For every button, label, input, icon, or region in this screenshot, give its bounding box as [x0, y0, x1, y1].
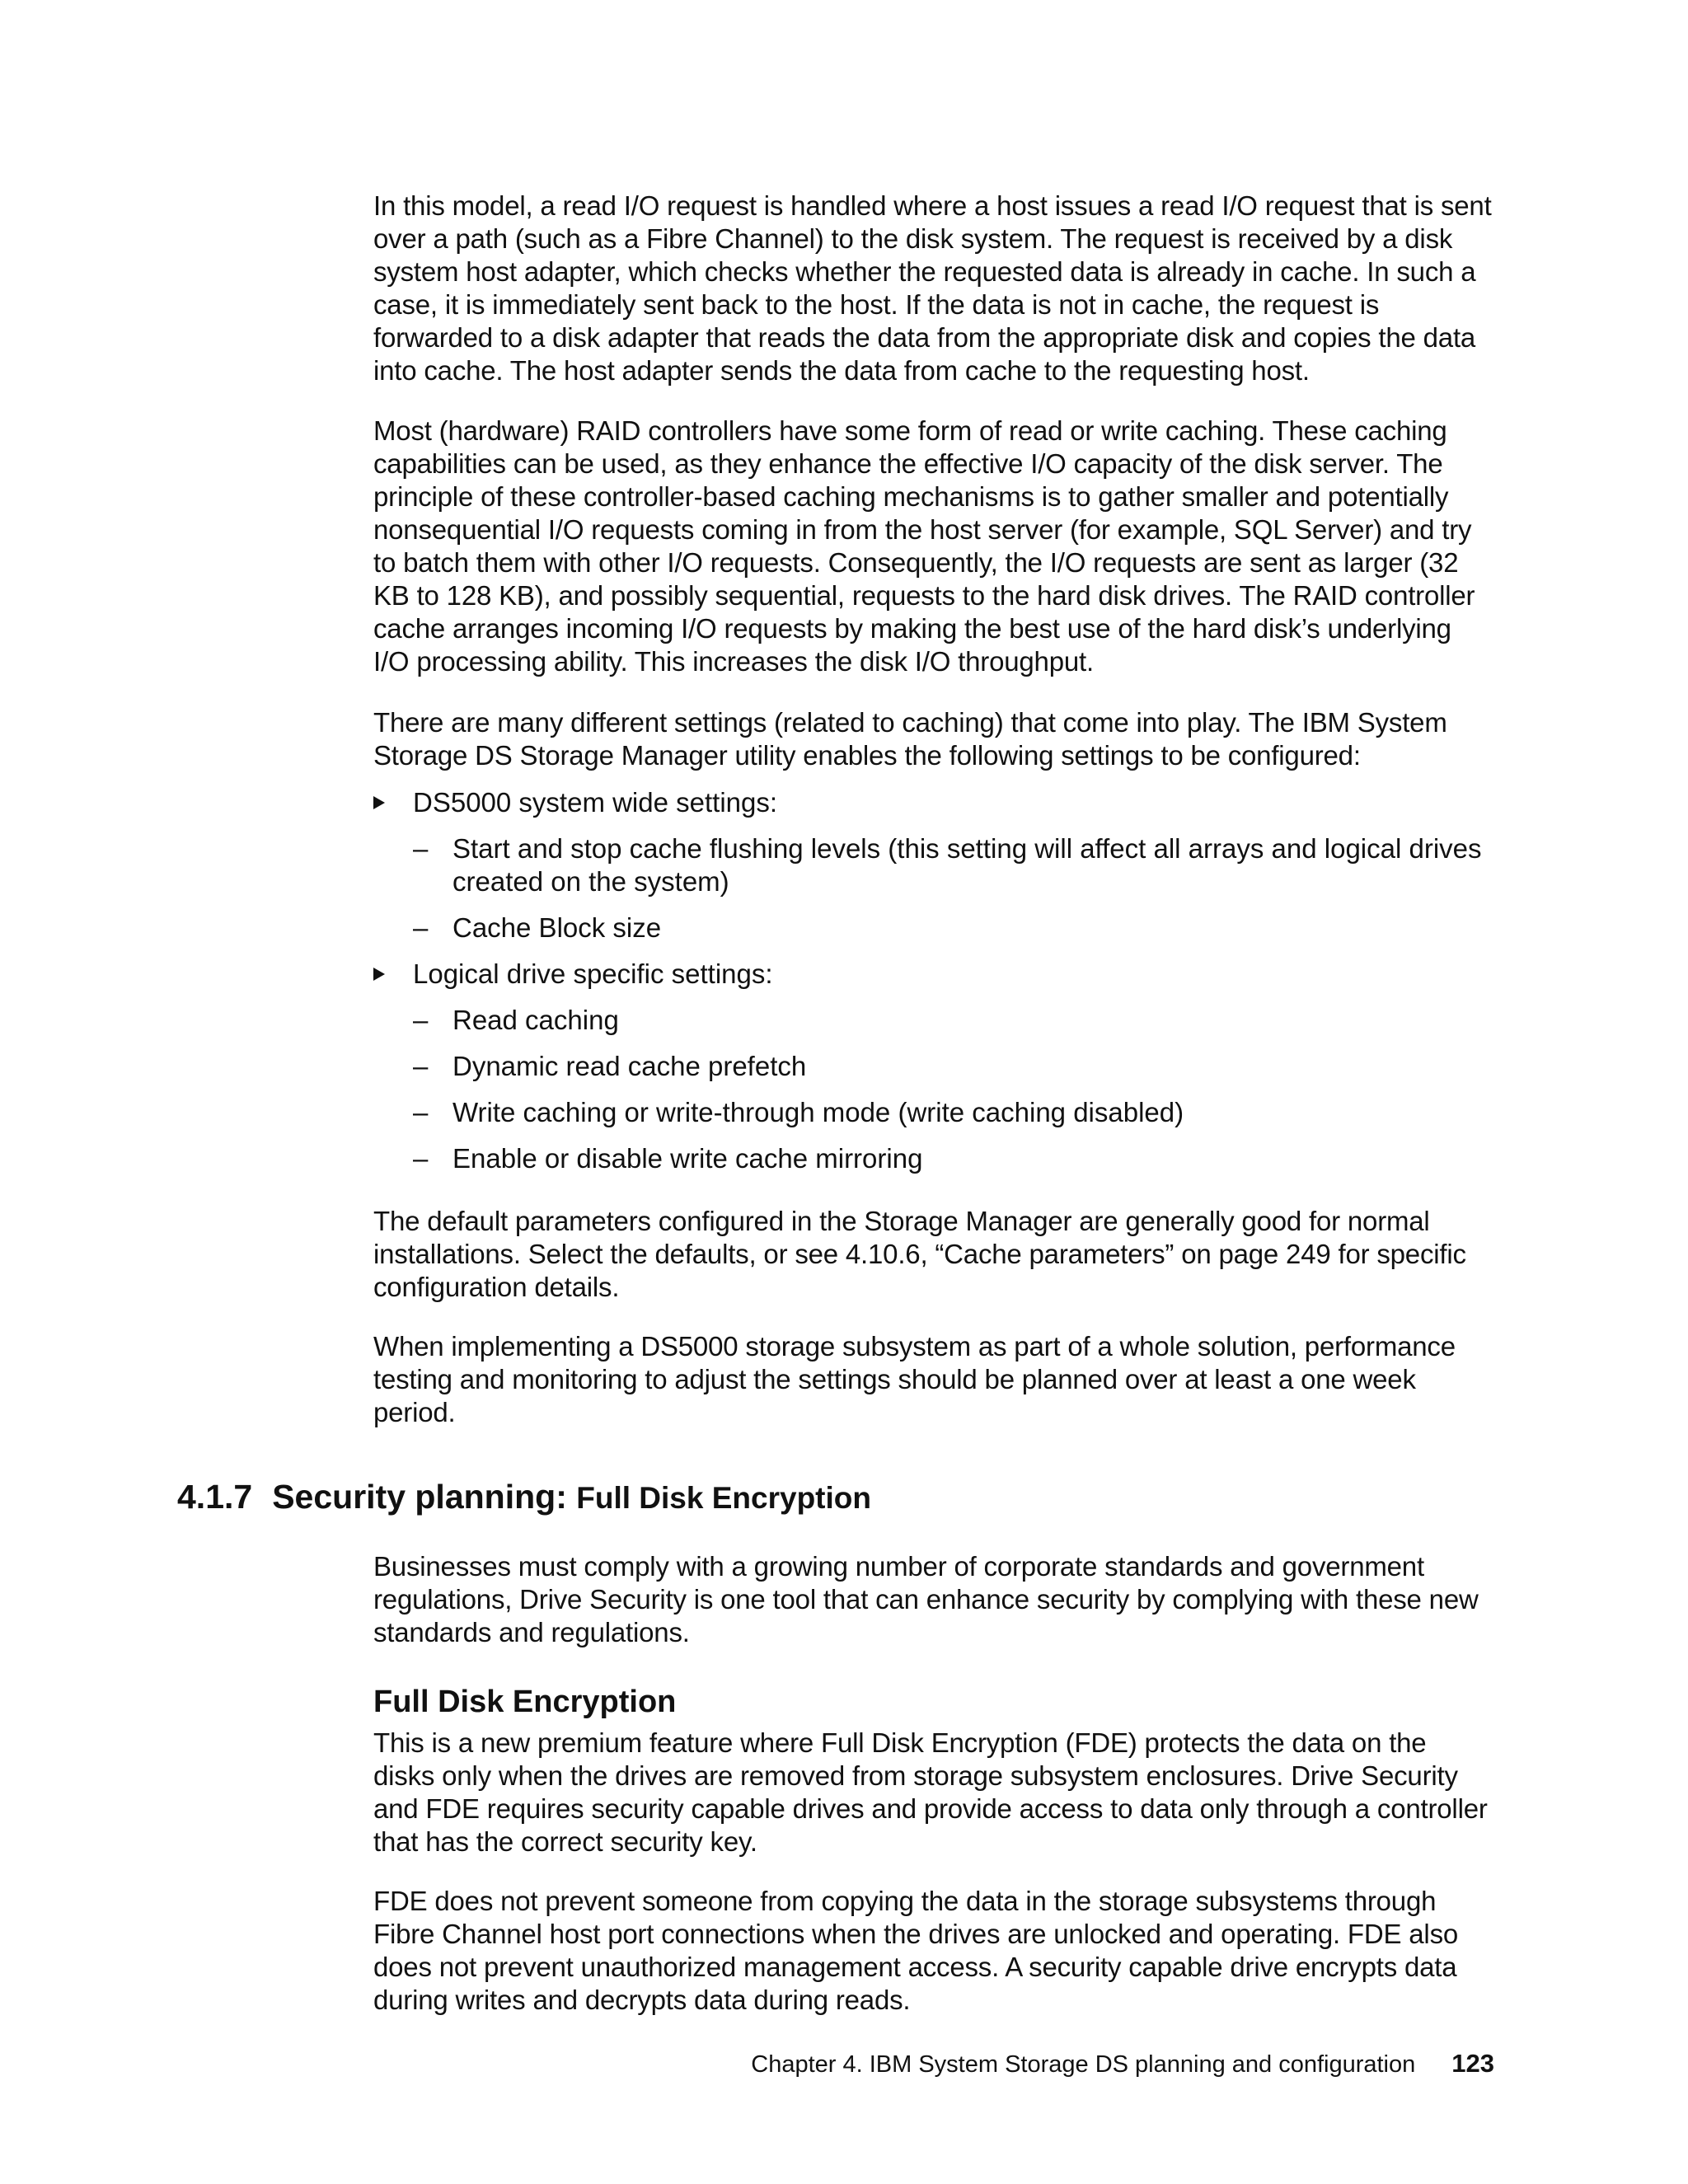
paragraph-implementation: When implementing a DS5000 storage subsystem as part of a whole solution, performance testing and monitoring to adjust the settings should be planned over at least a one week period. [373, 1331, 1456, 1427]
section-number: 4.1.7 [177, 1478, 253, 1516]
list-item-text: Read caching [452, 1005, 619, 1035]
settings-block [373, 706, 1494, 772]
subsection-heading: Full Disk Encryption [373, 1685, 677, 1719]
list-item [373, 1096, 1494, 1129]
paragraph-settings-intro: There are many different settings (related to caching) that come into play. The IBM System Storage DS Storage Manager utility enables the following settings to be configured: [373, 707, 1447, 771]
dash-bullet: – [413, 1051, 429, 1081]
list-item-text: Enable or disable write cache mirroring [452, 1143, 923, 1174]
businesses-block [373, 1550, 1494, 1649]
paragraph-fde-limits: FDE does not prevent someone from copying the data in the storage subsystems through Fibre Channel host port connections when the drives are unlocked and operating. FDE also does not prevent unauthorized management access. A security capable drive encrypts data during writes and decrypts data during reads. [373, 1886, 1459, 2015]
page-number: 123 [1451, 2049, 1494, 2078]
section-subtitle: Full Disk Encryption [576, 1481, 871, 1515]
triangle-bullet-icon [373, 796, 385, 809]
list-item [373, 912, 1494, 944]
dash-bullet: – [413, 1143, 429, 1174]
section-title: Security planning: [272, 1478, 567, 1516]
dash-bullet: – [413, 1005, 429, 1035]
list-item [373, 958, 1494, 991]
list-item [373, 786, 1494, 819]
page-footer [751, 2049, 1494, 2079]
list-item-text: Cache Block size [452, 912, 662, 943]
list-item-text: Dynamic read cache prefetch [452, 1051, 807, 1081]
fde-block [373, 1727, 1494, 1858]
dash-bullet: – [413, 1097, 429, 1127]
footer-chapter-title: Chapter 4. IBM System Storage DS planning and configuration [751, 2051, 1416, 2078]
paragraph-fde-feature: This is a new premium feature where Full Disk Encryption (FDE) protects the data on the disks only when the drives are removed from storage subsystem enclosures. Drive Security and FDE requires security capable drives and provide access to data only through a controller that has the correct security key. [373, 1727, 1488, 1857]
paragraph-raid-caching: Most (hardware) RAID controllers have some form of read or write caching. These caching capabilities can be used, as they enhance the effective I/O capacity of the disk server. The principle of these controller-based caching mechanisms is to gather smaller and potentially nonsequential I/O requests coming in from the host server (for example, SQL Server) and try to batch them with other I/O requests. Consequently, the I/O requests are sent as larger (32 KB to 128 KB), and possibly sequential, requests to the hard disk drives. The RAID controller cache arranges incoming I/O requests by making the best use of the hard disk’s underlying I/O processing ability. This increases the disk I/O throughput. [373, 415, 1475, 677]
paragraph-businesses: Businesses must comply with a growing number of corporate standards and government regulations, Drive Security is one tool that can enhance security by complying with these new standards and regulations. [373, 1551, 1479, 1647]
list-item-text: DS5000 system wide settings: [413, 787, 778, 818]
intro-block [373, 190, 1494, 387]
settings-list [373, 786, 1494, 1175]
list-item [373, 1142, 1494, 1175]
defaults-block [373, 1205, 1494, 1304]
list-item-text: Start and stop cache flushing levels (this setting will affect all arrays and logical drives created on the system) [452, 833, 1482, 897]
list-item [373, 1050, 1494, 1083]
paragraph-defaults: The default parameters configured in the Storage Manager are generally good for normal installations. Select the defaults, or see 4.10.6, “Cache parameters” on page 249 for specific configuration details. [373, 1206, 1466, 1302]
paragraph-read-io: In this model, a read I/O request is handled where a host issues a read I/O request that is sent over a path (such as a Fibre Channel) to the disk system. The request is received by a disk system host adapter, which checks whether the requested data is already in cache. In such a case, it is immediately sent back to the host. If the data is not in cache, the request is forwarded to a disk adapter that reads the data from the appropriate disk and copies the data into cache. The host adapter sends the data from cache to the requesting host. [373, 190, 1492, 386]
list-item [373, 1004, 1494, 1037]
triangle-bullet-icon [373, 968, 385, 981]
list-item-text: Write caching or write-through mode (write caching disabled) [452, 1097, 1184, 1127]
list-item [373, 832, 1494, 898]
raid-block [373, 415, 1494, 678]
implementation-block [373, 1330, 1494, 1429]
fde-limits-block [373, 1885, 1494, 2017]
section-heading [177, 1477, 871, 1518]
dash-bullet: – [413, 833, 429, 864]
list-item-text: Logical drive specific settings: [413, 958, 773, 989]
dash-bullet: – [413, 912, 429, 943]
